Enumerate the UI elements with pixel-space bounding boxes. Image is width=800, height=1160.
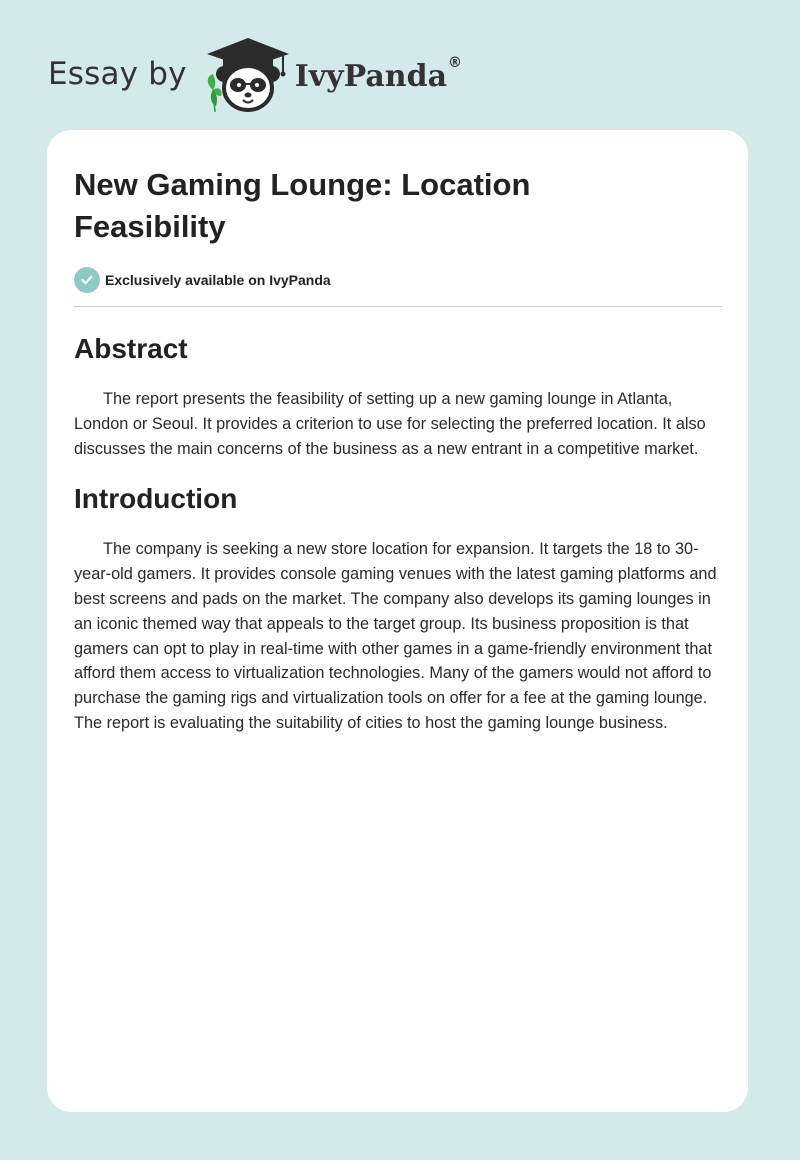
page-title: New Gaming Lounge: Location Feasibility — [74, 167, 531, 244]
registered-mark: ® — [448, 54, 463, 71]
check-icon — [74, 267, 100, 293]
divider — [74, 306, 722, 307]
section-paragraph: The report presents the feasibility of setting up a new gaming lounge in Atlanta, London or Seoul. It provides a criterion to use for selecting the preferred location. It also discusses the main concerns of the business as a new entrant in a competitive market. — [74, 390, 706, 458]
section-paragraph: The company is seeking a new store location for expansion. It targets the 18 to 30-year-old gamers. It provides console gaming venues with the latest gaming platforms and best screens and pads on the market. The company also develops its gaming lounges in an iconic themed way that appeals to the target group. Its business proposition is that gamers can opt to play in real-time with other games in a game-friendly environment that afford them access to virtualization technologies. Many of the gamers would not afford to purchase the gaming rigs and virtualization tools on offer for a fee at the gaming lounge. The report is evaluating the suitability of cities to host the gaming lounge business. — [74, 540, 717, 732]
section-heading: Introduction — [74, 483, 238, 515]
essay-by-label: Essay by — [48, 56, 187, 92]
essay-card — [47, 130, 748, 1112]
site-header — [48, 34, 462, 114]
availability-text: Exclusively available on IvyPanda — [105, 272, 331, 288]
section-introduction — [74, 481, 722, 735]
ivypanda-logo-icon[interactable] — [203, 34, 293, 114]
section-heading: Abstract — [74, 333, 188, 364]
availability-badge — [74, 266, 722, 294]
brand-name[interactable]: IvyPanda® — [294, 54, 463, 94]
section-abstract — [74, 331, 722, 461]
